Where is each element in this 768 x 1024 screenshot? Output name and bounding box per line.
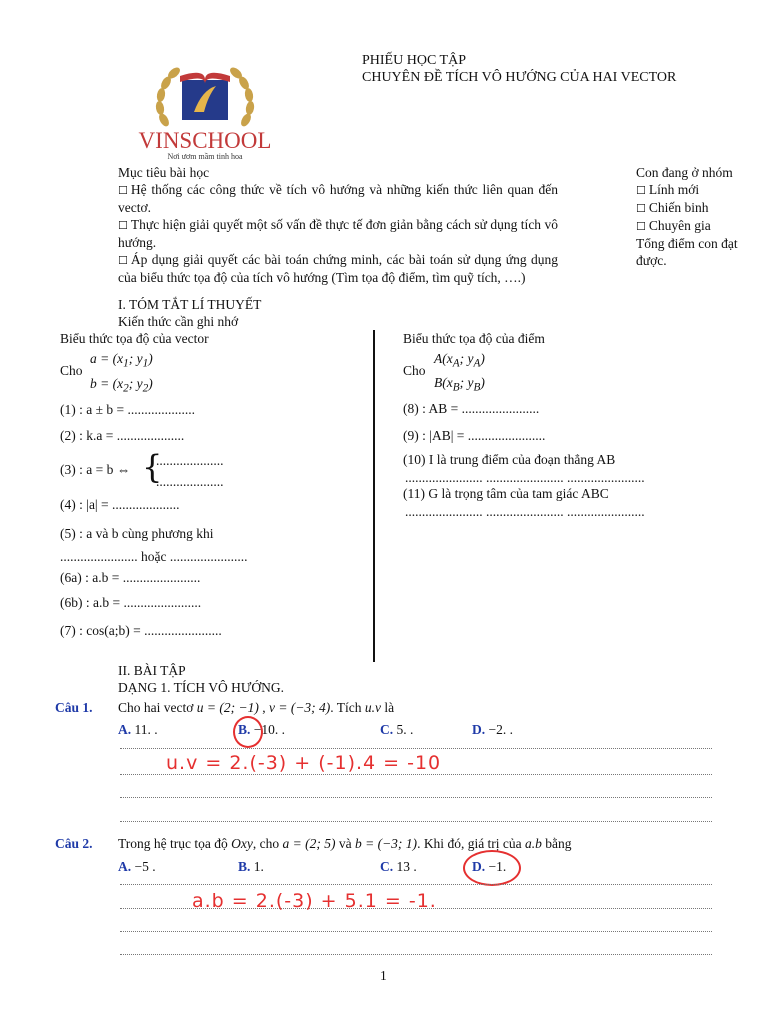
checkbox-icon[interactable]: ☐ — [118, 254, 128, 267]
formula-3-blank: .................... — [156, 453, 224, 468]
checkbox-icon[interactable]: ☐ — [636, 202, 646, 215]
objective-item: ☐ Hệ thống các công thức về tích vô hướng và những kiến thức liên quan đến vectơ. — [118, 182, 558, 215]
option-letter: A. — [118, 859, 132, 874]
vector-v-expr: v = (−3; 4) — [268, 700, 331, 715]
question-1-label: Câu 1. — [55, 700, 93, 715]
formula-5-line: ....................... hoặc ....................... — [60, 549, 248, 564]
section1-heading: I. TÓM TẮT LÍ THUYẾT — [118, 297, 262, 312]
title-line-1: PHIẾU HỌC TẬP — [362, 53, 466, 68]
section2-heading: II. BÀI TẬP — [118, 663, 186, 678]
vector-u-expr: u = (2; −1) — [196, 700, 259, 715]
group-box — [636, 164, 740, 269]
formula-1: (1) : a ± b = .................... — [60, 402, 196, 417]
left-column-title: Biểu thức tọa độ của vector — [60, 331, 209, 346]
option-letter: A. — [118, 722, 132, 737]
option-letter: D. — [472, 859, 486, 874]
formula-3: (3) : a = b ⇔ — [60, 462, 131, 477]
formula-2: (2) : k.a = .................... — [60, 428, 185, 443]
answer-line — [120, 797, 712, 798]
option-value: −2. . — [485, 722, 513, 737]
option-letter: B. — [238, 859, 251, 874]
group-option[interactable]: ☐ Chiến binh — [636, 200, 709, 215]
formula-3-blank: .................... — [156, 474, 224, 489]
vinschool-logo — [124, 50, 286, 162]
column-divider — [373, 330, 375, 662]
group-prompt: Con đang ở nhóm — [636, 165, 733, 180]
uv-expr: u.v — [364, 700, 382, 715]
selected-answer-circle — [233, 716, 263, 748]
formula-6a: (6a) : a.b = ....................... — [60, 570, 201, 585]
vector-a-def: $a = (x_1$; $y_1$) — [90, 351, 153, 370]
handwritten-solution-1: u.v = 2.(-3) + (-1).4 = -10 — [166, 752, 442, 774]
group-option[interactable]: ☐ Chuyên gia — [636, 218, 711, 233]
section2-subheading: DẠNG 1. TÍCH VÔ HƯỚNG. — [118, 680, 284, 695]
answer-line — [120, 748, 712, 749]
option-value: 11. . — [131, 722, 158, 737]
title-line-2: CHUYÊN ĐỀ TÍCH VÔ HƯỚNG CỦA HAI VECTOR — [362, 70, 677, 85]
option-letter: C. — [380, 722, 394, 737]
option-value: −5 . — [131, 859, 156, 874]
question-2-text: Trong hệ trục tọa độ Oxy, cho a = (2; 5) và b = (−3; 1). Khi đó, giá trị của a.b bằng — [118, 836, 572, 851]
formula-9: (9) : |AB| = ....................... — [403, 428, 546, 443]
logo-wordmark: VINSCHOOL — [138, 128, 272, 153]
answer-option[interactable] — [238, 859, 264, 875]
formula-11: (11) G là trọng tâm của tam giác ABC — [403, 486, 609, 501]
selected-answer-circle — [463, 850, 521, 886]
option-letter: C. — [380, 859, 394, 874]
formula-7: (7) : cos(a;b) = ....................... — [60, 623, 222, 638]
answer-option[interactable] — [380, 859, 417, 875]
question-2-label: Câu 2. — [55, 836, 93, 851]
score-text: Tổng điểm con đạt được. — [636, 236, 738, 268]
answer-line — [120, 774, 712, 775]
formula-11-line: ....................... ....................... ....................... — [405, 504, 645, 519]
formula-10-line: ....................... ....................... ....................... — [405, 470, 645, 485]
objectives-heading: Mục tiêu bài học — [118, 165, 210, 180]
option-letter: D. — [472, 722, 486, 737]
handwritten-solution-2: a.b = 2.(-3) + 5.1 = -1. — [192, 890, 437, 912]
checkbox-icon[interactable]: ☐ — [636, 184, 646, 197]
point-a-def: $A(x_A$; $y_A$) — [434, 351, 485, 370]
answer-line — [120, 884, 712, 885]
checkbox-icon[interactable]: ☐ — [636, 220, 646, 233]
oxy-expr: Oxy — [231, 836, 253, 851]
formula-5: (5) : a và b cùng phương khi — [60, 526, 214, 541]
formula-6b: (6b) : a.b = ....................... — [60, 595, 202, 610]
option-letter: B. — [238, 722, 251, 737]
vector-b-def: $b = (x_2$; $y_2$) — [90, 376, 153, 395]
answer-line — [120, 821, 712, 822]
option-value: −1. — [485, 859, 507, 874]
option-value: 5. . — [393, 722, 414, 737]
ab-expr: a.b — [525, 836, 542, 851]
option-value: 13 . — [393, 859, 417, 874]
formula-4: (4) : |a| = .................... — [60, 497, 180, 512]
option-value: 1. — [250, 859, 264, 874]
cho-label: Cho — [403, 363, 426, 378]
right-column-title: Biểu thức tọa độ của điểm — [403, 331, 545, 346]
question-1-text: Cho hai vectơ u = (2; −1) , v = (−3; 4). Tích u.v là — [118, 700, 395, 715]
page-number: 1 — [380, 968, 387, 983]
answer-option[interactable] — [118, 859, 156, 875]
section1-subheading: Kiến thức cần ghi nhớ — [118, 314, 239, 329]
logo-tagline: Nơi ươm mầm tinh hoa — [167, 152, 243, 161]
answer-option[interactable] — [118, 722, 158, 738]
checkbox-icon[interactable]: ☐ — [118, 184, 128, 197]
formula-8: (8) : AB = ....................... — [403, 401, 540, 416]
point-b-def: $B(x_B$; $y_B$) — [434, 375, 485, 394]
answer-option[interactable] — [472, 722, 513, 738]
answer-line — [120, 931, 712, 932]
answer-option[interactable] — [380, 722, 413, 738]
worksheet-title — [362, 52, 676, 86]
vector-a-expr: a = (2; 5) — [282, 836, 336, 851]
objective-item: ☐ Áp dụng giải quyết các bài toán chứng minh, các bài toán sử dụng ứng dụng của biểu thức tọa độ của tích vô hướng (Tìm tọa độ điểm, tìm quỹ tích, ….) — [118, 252, 558, 285]
curly-brace-icon: { — [142, 448, 163, 486]
group-option[interactable]: ☐ Lính mới — [636, 182, 700, 197]
option-value: −10. . — [250, 722, 286, 737]
vector-b-expr: b = (−3; 1) — [354, 836, 418, 851]
lesson-objectives — [118, 164, 558, 286]
checkbox-icon[interactable]: ☐ — [118, 219, 128, 232]
cho-label: Cho — [60, 363, 83, 378]
formula-10: (10) I là trung điểm của đoạn thẳng AB — [403, 452, 616, 467]
laurel-book-emblem — [124, 50, 286, 162]
objective-item: ☐ Thực hiện giải quyết một số vấn đề thực tế đơn giản bằng cách sử dụng tích vô hướng. — [118, 217, 558, 250]
answer-line — [120, 954, 712, 955]
